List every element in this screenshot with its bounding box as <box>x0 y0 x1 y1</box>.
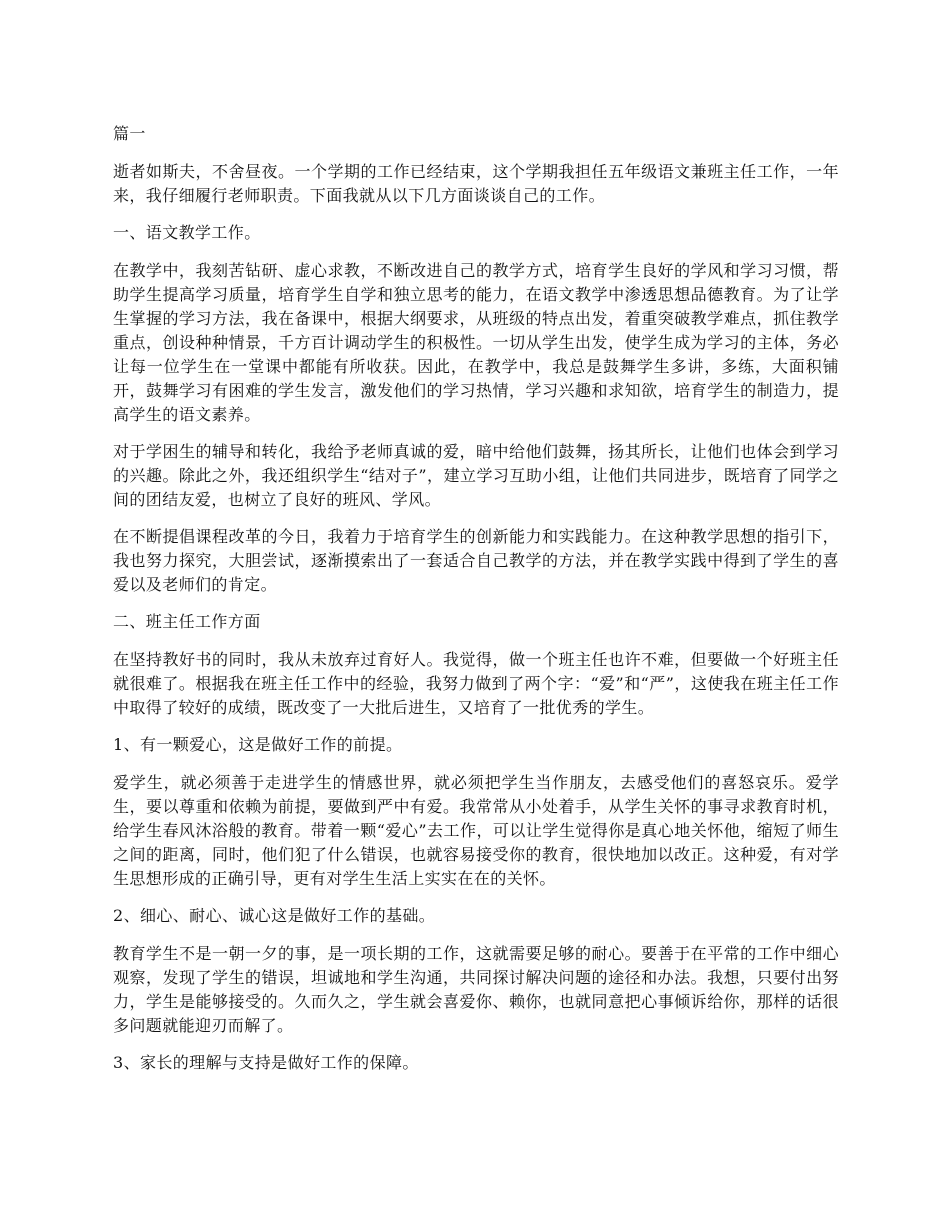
love-paragraph: 爱学生，就必须善于走进学生的情感世界，就必须把学生当作朋友，去感受他们的喜怒哀乐。爱学生，要以尊重和依赖为前提，要做到严中有爱。我常常从小处着手，从学生关怀的事寻求教育时机，给学生春风沐浴般的教育。带着一颗“爱心”去工作，可以让学生觉得你是真心地关怀他，缩短了师生之间的距离，同时，他们犯了什么错误，也就容易接受你的教育，很快地加以改正。这种爱，有对学生思想形成的正确引导，更有对学生生活上实实在在的关怀。 <box>113 773 839 888</box>
class-teacher-paragraph: 在坚持教好书的同时，我从未放弃过育好人。我觉得，做一个班主任也许不难，但要做一个好班主任就很难了。根据我在班主任工作中的经验，我努力做到了两个字：“爱”和“严”，这使我在班主任工作中取得了较好的成绩，既改变了一大批后进生，又培育了一批优秀的学生。 <box>113 650 839 717</box>
teaching-paragraph-2: 对于学困生的辅导和转化，我给予老师真诚的爱，暗中给他们鼓舞，扬其所长，让他们也体会到学习的兴趣。除此之外，我还组织学生“结对子”，建立学习互助小组，让他们共同进步，既培育了同学之间的团结友爱，也树立了良好的班风、学风。 <box>113 442 839 509</box>
subheading-parents: 3、家长的理解与支持是做好工作的保障。 <box>113 1053 419 1072</box>
subheading-patience: 2、细心、耐心、诚心这是做好工作的基础。 <box>113 906 436 925</box>
section-heading-part-one: 篇一 <box>113 124 146 143</box>
intro-paragraph: 逝者如斯夫，不舍昼夜。一个学期的工作已经结束，这个学期我担任五年级语文兼班主任工作，一年来，我仔细履行老师职责。下面我就从以下几方面谈谈自己的工作。 <box>113 162 839 205</box>
subheading-love: 1、有一颗爱心，这是做好工作的前提。 <box>113 735 403 754</box>
section-heading-class-teacher: 二、班主任工作方面 <box>113 612 261 631</box>
document-page <box>113 122 839 1089</box>
patience-paragraph: 教育学生不是一朝一夕的事，是一项长期的工作，这就需要足够的耐心。要善于在平常的工作中细心观察，发现了学生的错误，坦诚地和学生沟通，共同探讨解决问题的途径和办法。我想，只要付出努力，学生是能够接受的。久而久之，学生就会喜爱你、赖你，也就同意把心事倾诉给你，那样的话很多问题就能迎刃而解了。 <box>113 944 839 1035</box>
teaching-paragraph-3: 在不断提倡课程改革的今日，我着力于培育学生的创新能力和实践能力。在这种教学思想的指引下，我也努力探究，大胆尝试，逐渐摸索出了一套适合自己教学的方法，并在教学实践中得到了学生的喜爱以及老师们的肯定。 <box>113 527 839 594</box>
section-heading-teaching: 一、语文教学工作。 <box>113 223 261 242</box>
teaching-paragraph-1: 在教学中，我刻苦钻研、虚心求教，不断改进自己的教学方式，培育学生良好的学风和学习习惯，帮助学生提高学习质量，培育学生自学和独立思考的能力，在语文教学中渗透思想品德教育。为了让学生掌握的学习方法，我在备课中，根据大纲要求，从班级的特点出发，着重突破教学难点，抓住教学重点，创设种种情景，千方百计调动学生的积极性。一切从学生出发，使学生成为学习的主体，务必让每一位学生在一堂课中都能有所收获。因此，在教学中，我总是鼓舞学生多讲，多练，大面积铺开，鼓舞学习有困难的学生发言，激发他们的学习热情，学习兴趣和求知欲，培育学生的制造力，提高学生的语文素养。 <box>113 261 839 424</box>
